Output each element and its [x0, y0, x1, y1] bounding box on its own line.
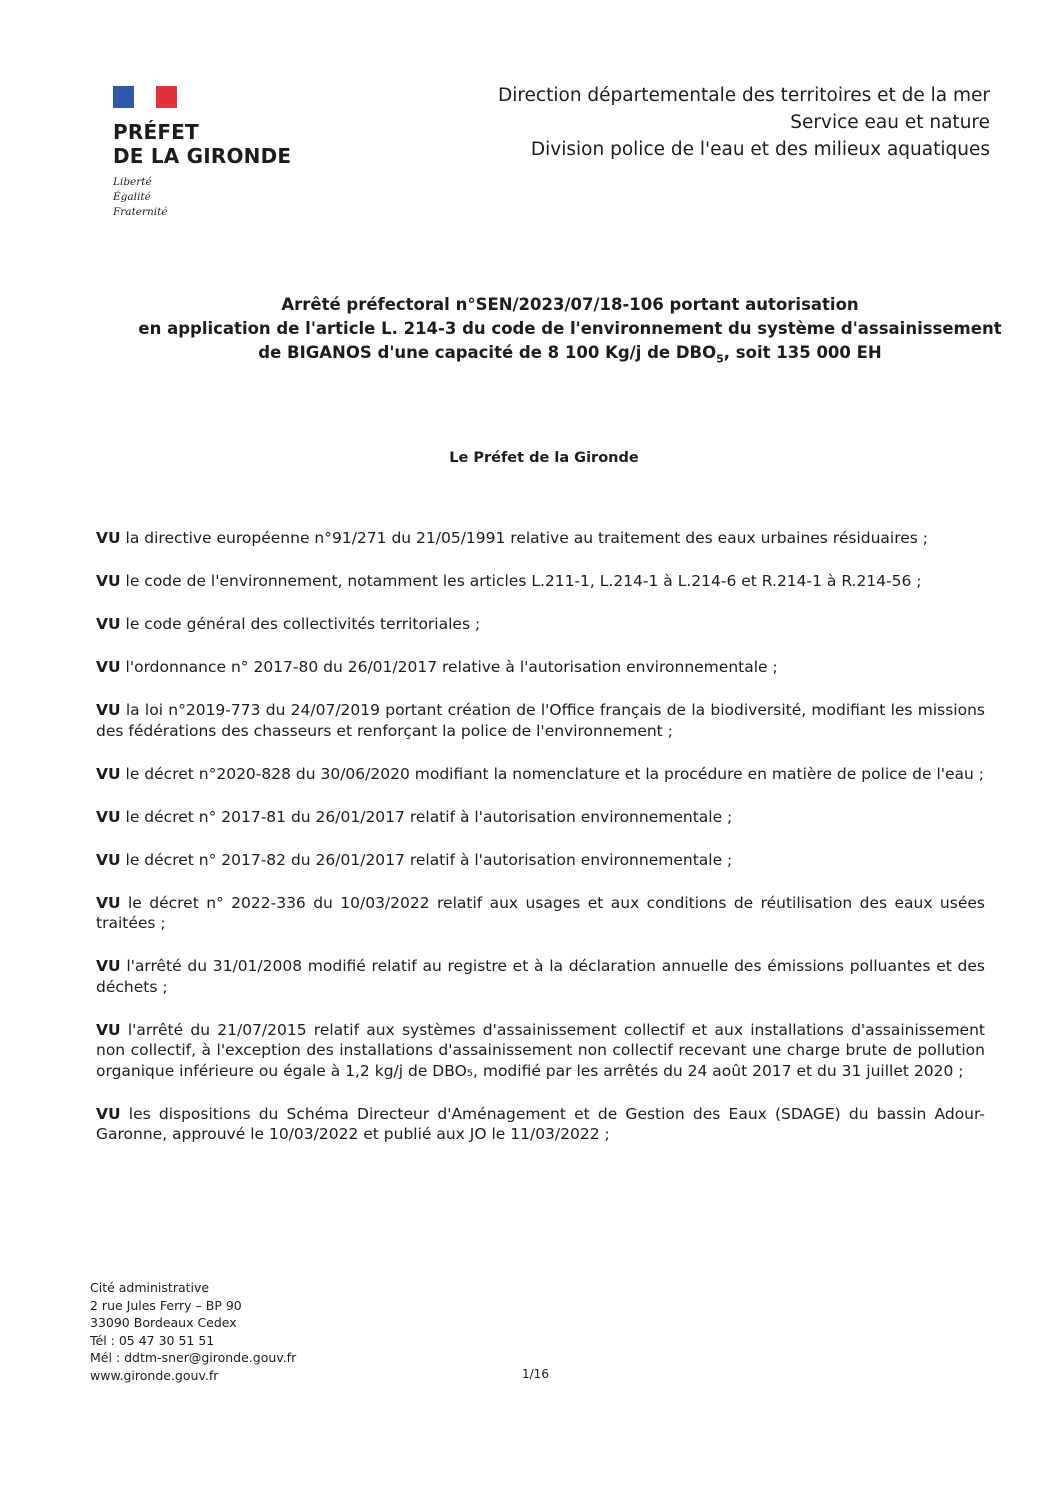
- vu-label: VU: [96, 807, 121, 826]
- service-line: Service eau et nature: [790, 112, 990, 133]
- footer-line: 2 rue Jules Ferry – BP 90: [90, 1297, 242, 1313]
- visa-item: [96, 850, 985, 871]
- vu-label: VU: [96, 701, 121, 719]
- visa-text: le décret n° 2017-81 du 26/01/2017 relatif à l'autorisation environnementale ;: [125, 807, 733, 826]
- service-header: [498, 82, 990, 163]
- footer-line: Cité administrative: [90, 1280, 210, 1295]
- vu-label: VU: [96, 572, 121, 590]
- title-line-3: [80, 341, 1058, 371]
- motto-liberte: Liberté: [113, 176, 152, 188]
- title-line-2: en application de l'article L. 214-3 du code de l'environnement du système d'assainissement: [138, 319, 1002, 338]
- title-subscript: 5: [716, 352, 724, 366]
- prefecture-logo: [113, 86, 313, 220]
- division-line: Division police de l'eau et des milieux aquatiques: [530, 139, 990, 160]
- republic-motto: [113, 175, 313, 220]
- vu-label: VU: [96, 850, 121, 869]
- visa-text: la loi n°2019-773 du 24/07/2019 portant création de l'Office français de la biodiversité, modifiant les missions des fédérations des chasseurs et renforçant la police de l'environnement ;: [96, 701, 985, 740]
- prefet-line-2: DE LA GIRONDE: [113, 144, 292, 168]
- vu-label: VU: [96, 529, 121, 547]
- visa-item: [96, 657, 985, 678]
- prefet-title: [113, 120, 313, 168]
- visa-text: le code de l'environnement, notamment les articles L.211-1, L.214-1 à L.214-6 et R.214-1 à R.214-56 ;: [125, 572, 922, 590]
- prefet-heading: Le Préfet de la Gironde: [449, 450, 639, 466]
- prefet-line-1: PRÉFET: [113, 120, 199, 144]
- visa-item: [96, 956, 985, 997]
- vu-label: VU: [96, 1020, 121, 1039]
- title-line-1: Arrêté préfectoral n°SEN/2023/07/18-106 portant autorisation: [281, 295, 859, 314]
- motto-egalite: Égalité: [113, 191, 151, 203]
- visas-list: [96, 528, 985, 1167]
- vu-label: VU: [96, 615, 121, 633]
- motto-fraternite: Fraternité: [113, 206, 168, 218]
- vu-label: VU: [96, 893, 121, 912]
- arrete-title: [80, 293, 1058, 371]
- title-line-3-end: , soit 135 000 EH: [723, 343, 882, 362]
- visa-item: [96, 614, 985, 635]
- vu-label: VU: [96, 658, 121, 676]
- visa-item: [96, 807, 985, 828]
- visa-text: les dispositions du Schéma Directeur d'Aménagement et de Gestion des Eaux (SDAGE) du bassin Adour-Garonne, approuvé le 10/03/2022 et publié aux JO le 11/03/2022 ;: [96, 1104, 985, 1143]
- visa-text: l'ordonnance n° 2017-80 du 26/01/2017 relative à l'autorisation environnementale ;: [125, 658, 778, 676]
- visa-text: l'arrêté du 31/01/2008 modifié relatif au registre et à la déclaration annuelle des émissions polluantes et des déchets ;: [96, 957, 985, 996]
- vu-label: VU: [96, 764, 121, 783]
- visa-item: [96, 893, 985, 934]
- footer-line: 33090 Bordeaux Cedex: [90, 1315, 237, 1330]
- visa-text: le décret n° 2017-82 du 26/01/2017 relatif à l'autorisation environnementale ;: [125, 850, 733, 869]
- footer-phone: Tél : 05 47 30 51 51: [90, 1332, 215, 1348]
- title-line-3-start: de BIGANOS d'une capacité de 8 100 Kg/j de DBO: [258, 343, 717, 362]
- visa-item: [96, 1104, 985, 1145]
- visa-item: [96, 528, 985, 549]
- vu-label: VU: [96, 957, 121, 975]
- vu-label: VU: [96, 1104, 121, 1123]
- visa-text: le décret n°2020-828 du 30/06/2020 modifiant la nomenclature et la procédure en matière de police de l'eau ;: [125, 764, 985, 783]
- french-flag-icon: [113, 86, 177, 108]
- page-number: 1/16: [522, 1367, 549, 1381]
- visa-item: [96, 571, 985, 592]
- footer-website: www.gironde.gouv.fr: [90, 1367, 219, 1383]
- visa-text: la directive européenne n°91/271 du 21/05/1991 relative au traitement des eaux urbaines résiduaires ;: [125, 529, 929, 547]
- footer-address: [90, 1279, 296, 1384]
- visa-text: le décret n° 2022-336 du 10/03/2022 relatif aux usages et aux conditions de réutilisation des eaux usées traitées ;: [96, 893, 985, 932]
- direction-line: Direction départementale des territoires et de la mer: [497, 85, 990, 106]
- visa-text: l'arrêté du 21/07/2015 relatif aux systèmes d'assainissement collectif et aux installations d'assainissement non collectif, à l'exception des installations d'assainissement non collectif recevant une charge brute de pollution organique inférieure ou égale à 1,2 kg/j de DBO₅, modifié par les arrêtés du 24 août 2017 et du 31 juillet 2020 ;: [96, 1020, 985, 1080]
- visa-item: [96, 1020, 985, 1082]
- footer-email: Mél : ddtm-sner@gironde.gouv.fr: [90, 1350, 297, 1365]
- visa-item: [96, 700, 985, 741]
- visa-text: le code général des collectivités territoriales ;: [125, 615, 481, 633]
- visa-item: [96, 764, 985, 785]
